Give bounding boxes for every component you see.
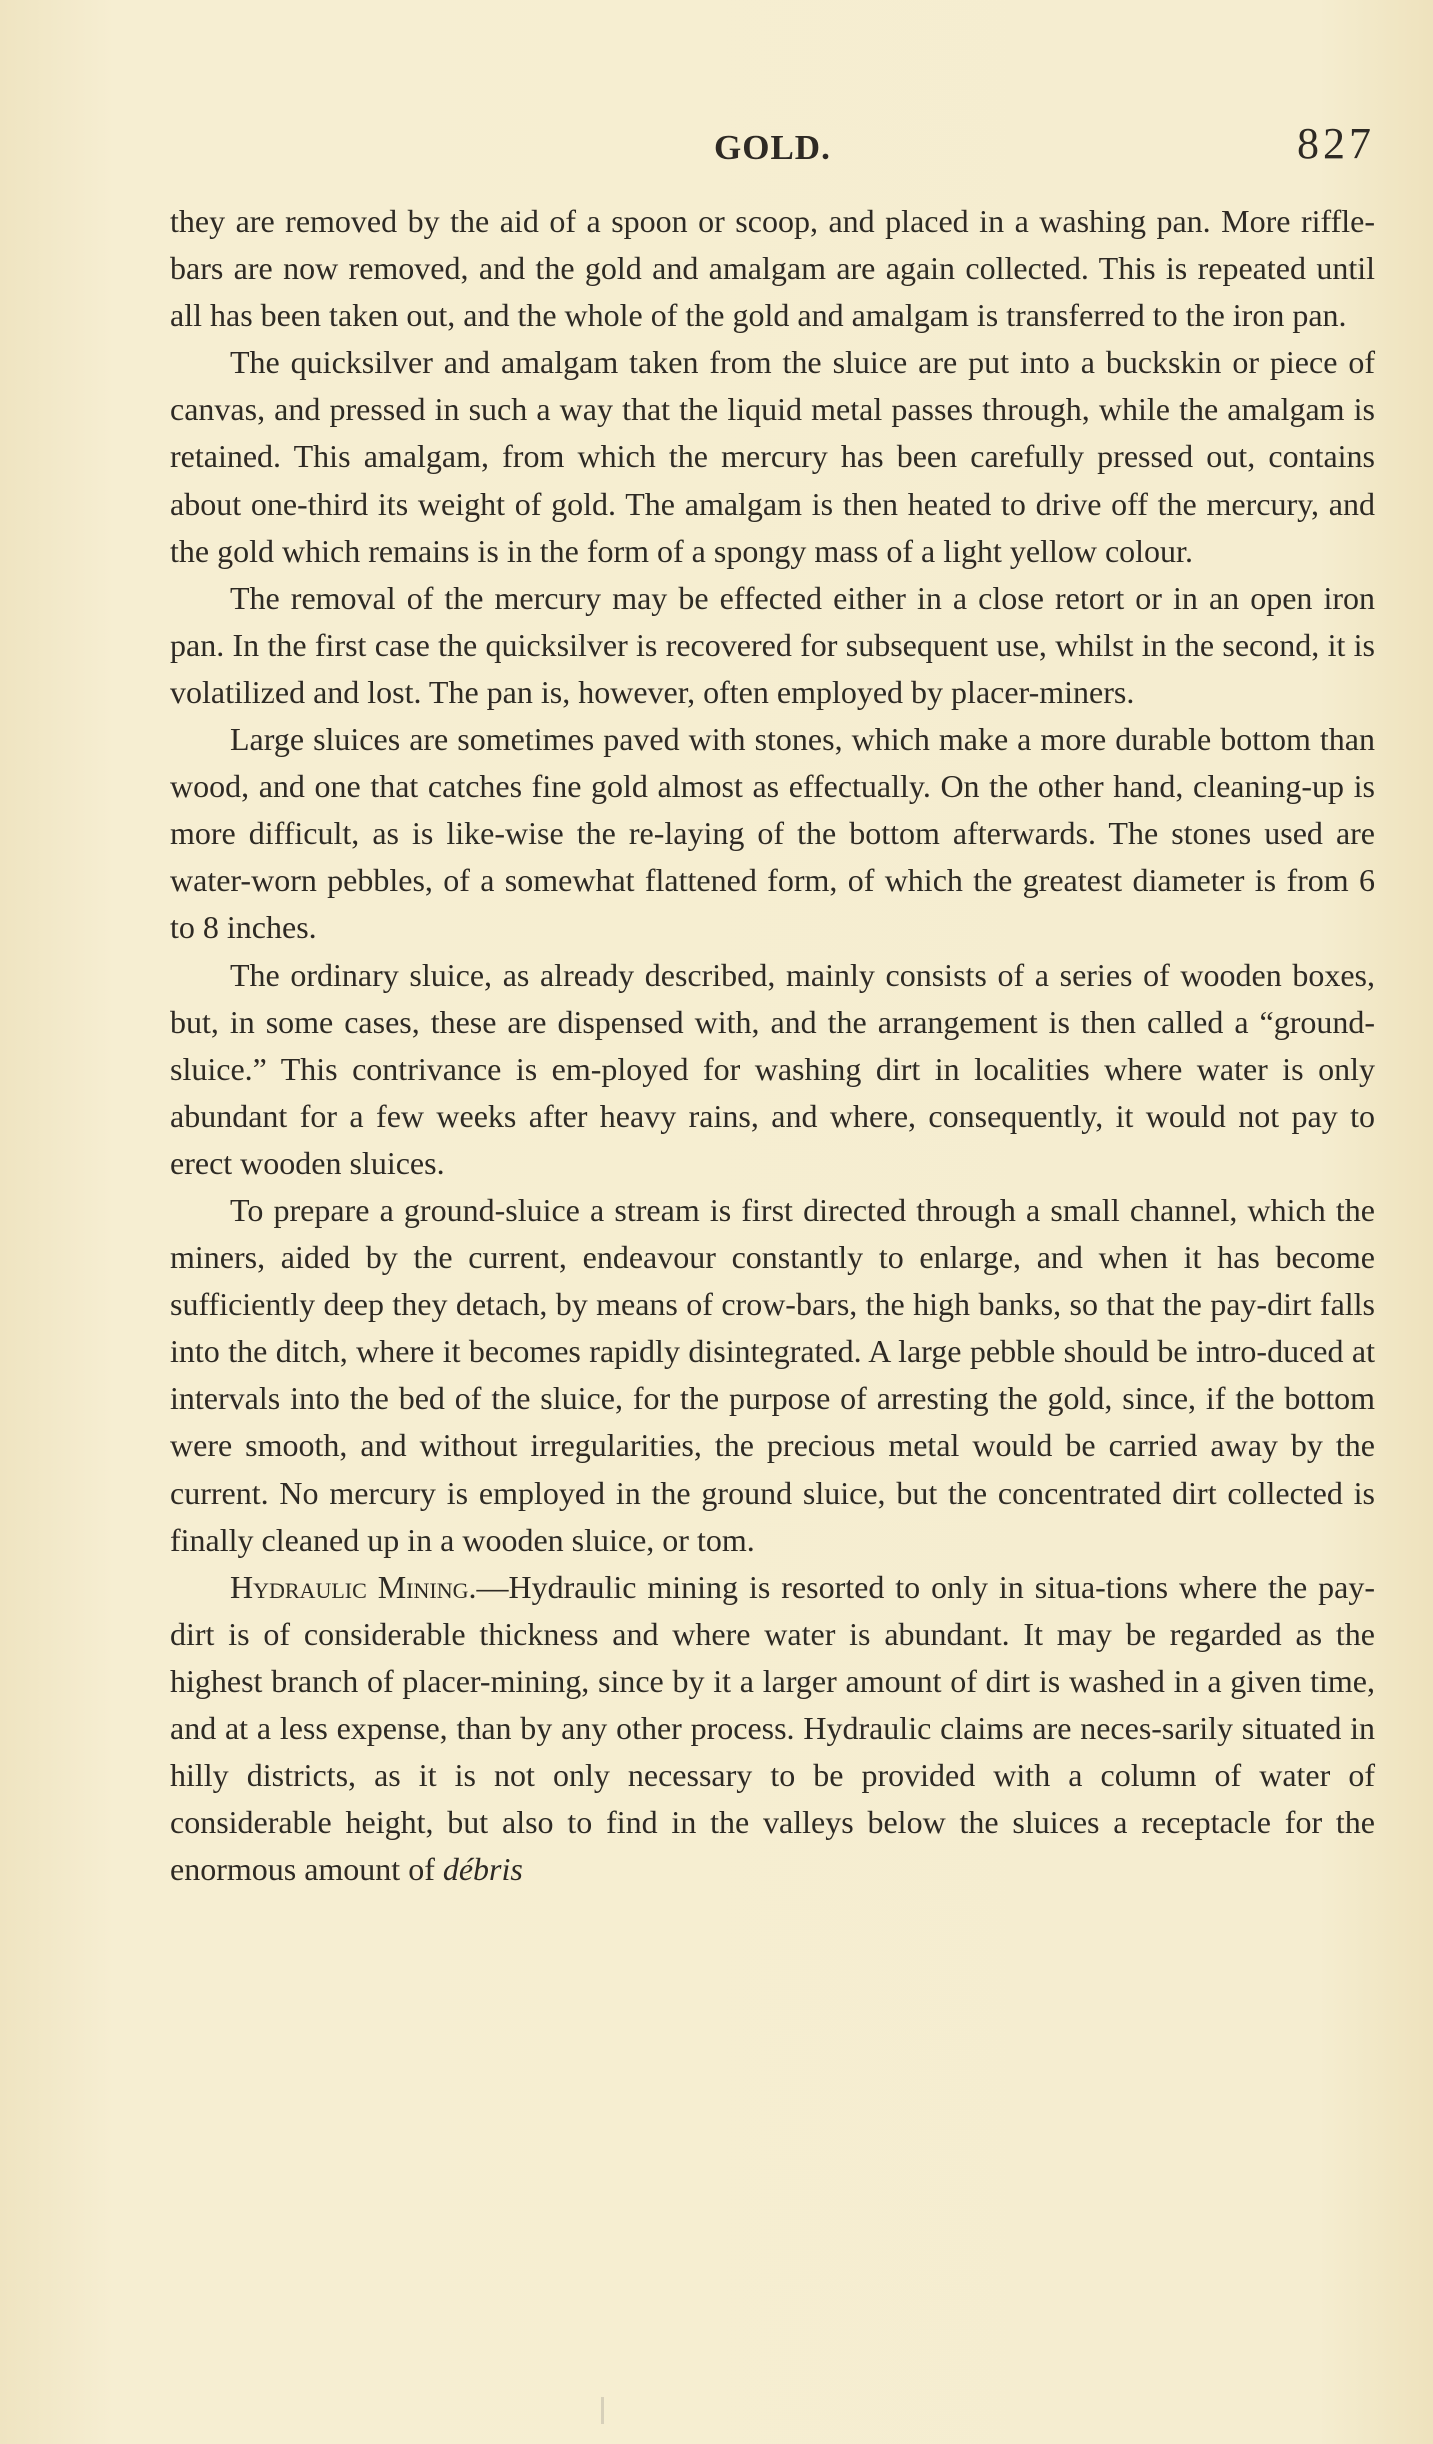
- paragraph-5: The ordinary sluice, as already described, mainly consists of a series of wooden boxes, but, in some cases, these are dispensed with, and the arrangement is then called a “ground-sluice.” This contrivance is em-ployed for washing dirt in localities where water is only abundant for a few weeks after heavy rains, and where, consequently, it would not pay to erect wooden sluices.: [170, 956, 1375, 1181]
- paragraph-1: they are removed by the aid of a spoon or scoop, and placed in a washing pan. More riffle-bars are now removed, and the gold and amalgam are again collected. This is repeated until all has been taken out, and the whole of the gold and amalgam is transferred to the iron pan.: [170, 203, 1375, 334]
- section-heading: Hydraulic Mining.: [230, 1568, 477, 1605]
- paragraph-6: To prepare a ground-sluice a stream is first directed through a small channel, which the miners, aided by the current, endeavour constantly to enlarge, and when it has become sufficiently deep they detach, by means of crow-bars, the high banks, so that the pay-dirt falls into the ditch, where it becomes rapidly disintegrated. A large pebble should be intro-duced at intervals into the bed of the sluice, for the purpose of arresting the gold, since, if the bottom were smooth, and without irregularities, the precious metal would be carried away by the current. No mercury is employed in the ground sluice, but the concentrated dirt collected is finally cleaned up in a wooden sluice, or tom.: [170, 1191, 1375, 1558]
- body-text: [170, 198, 1375, 1893]
- paragraph-2: The quicksilver and amalgam taken from the sluice are put into a buckskin or piece of canvas, and pressed in such a way that the liquid metal passes through, while the amalgam is retained. This amalgam, from which the mercury has been carefully pressed out, contains about one-third its weight of gold. The amalgam is then heated to drive off the mercury, and the gold which remains is in the form of a spongy mass of a light yellow colour.: [170, 344, 1375, 569]
- paragraph-7: [170, 1564, 1375, 1894]
- paragraph-4: Large sluices are sometimes paved with stones, which make a more durable bottom than wood, and one that catches fine gold almost as effectually. On the other hand, cleaning-up is more difficult, as is like-wise the re-laying of the bottom afterwards. The stones used are water-worn pebbles, of a somewhat flattened form, of which the greatest diameter is from 6 to 8 inches.: [170, 721, 1375, 946]
- italic-word: débris: [442, 1851, 523, 1888]
- running-header: [170, 118, 1375, 172]
- scan-mark: [601, 2397, 604, 2424]
- paragraph-7-text: —Hydraulic mining is resorted to only in situa-tions where the pay-dirt is of considerable thickness and where water is abundant. It may be regarded as the highest branch of placer-mining, since by it a larger amount of dirt is washed in a given time, and at a less expense, than by any other process. Hydraulic claims are neces-sarily situated in hilly districts, as it is not only necessary to be provided with a column of water of considerable height, but also to find in the valleys below the sluices a receptacle for the enormous amount of: [170, 1568, 1376, 1888]
- paragraph-3: The removal of the mercury may be effected either in a close retort or in an open iron pan. In the first case the quicksilver is recovered for subsequent use, whilst in the second, it is volatilized and lost. The pan is, however, often employed by placer-miners.: [170, 579, 1375, 710]
- page-number: 827: [1297, 119, 1375, 168]
- running-title: GOLD.: [714, 128, 831, 167]
